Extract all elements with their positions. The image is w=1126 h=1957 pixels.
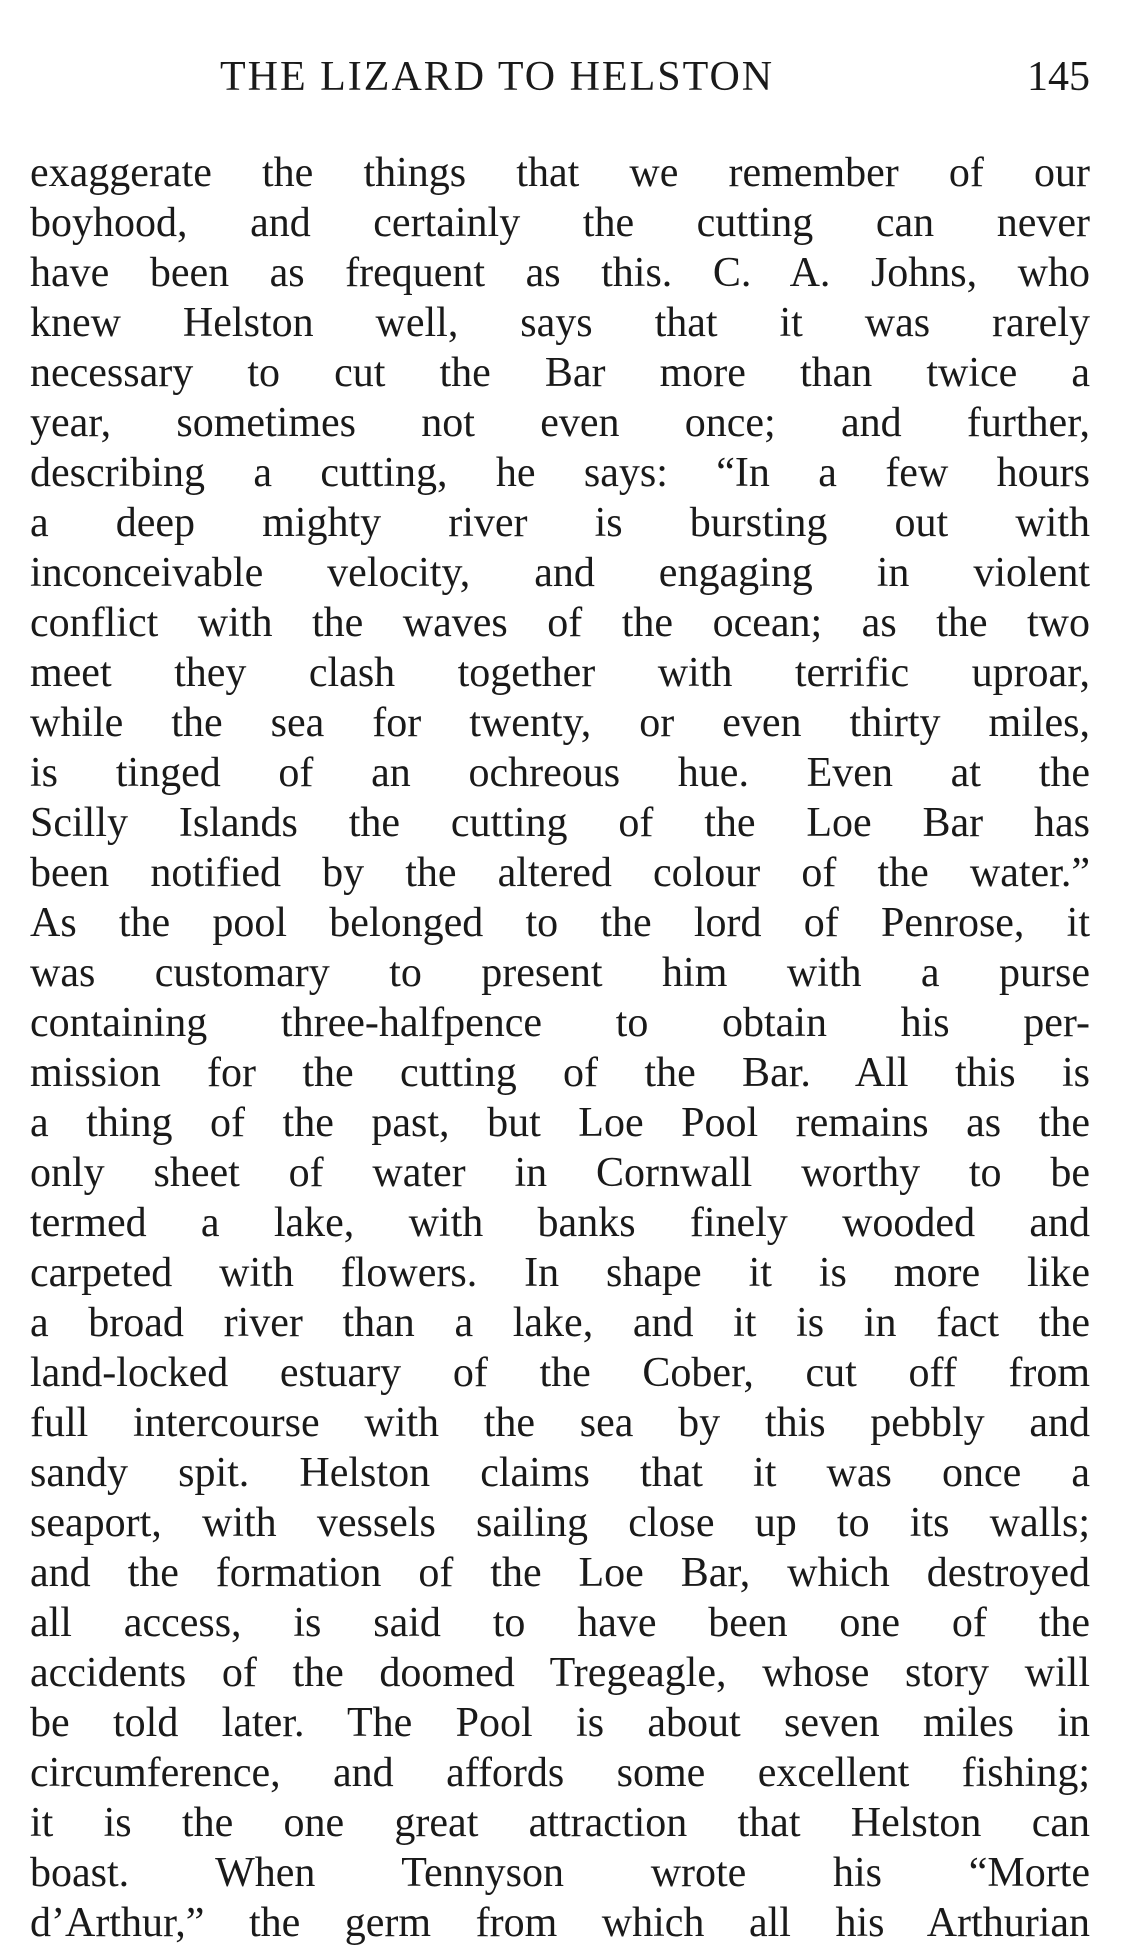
text-line: full intercourse with the sea by this pebbly and [30, 1400, 1090, 1446]
text-line: termed a lake, with banks finely wooded and [30, 1200, 1090, 1246]
text-line: circumference, and affords some excellent fishing; [30, 1750, 1090, 1796]
text-line: be told later. The Pool is about seven miles in [30, 1700, 1090, 1746]
text-line: meet they clash together with terrific uproar, [30, 650, 1090, 696]
text-line: necessary to cut the Bar more than twice a [30, 350, 1090, 396]
text-line: sandy spit. Helston claims that it was once a [30, 1450, 1090, 1496]
running-head: THE LIZARD TO HELSTON [220, 54, 775, 100]
text-line: mission for the cutting of the Bar. All this is [30, 1050, 1090, 1096]
text-line: describing a cutting, he says: “In a few hours [30, 450, 1090, 496]
page-number: 145 [1027, 54, 1090, 100]
text-line: a deep mighty river is bursting out with [30, 500, 1090, 546]
text-line: a thing of the past, but Loe Pool remains as the [30, 1100, 1090, 1146]
text-line: all access, is said to have been one of the [30, 1600, 1090, 1646]
text-line: only sheet of water in Cornwall worthy to be [30, 1150, 1090, 1196]
text-line: accidents of the doomed Tregeagle, whose story will [30, 1650, 1090, 1696]
text-line: year, sometimes not even once; and further, [30, 400, 1090, 446]
text-line: a broad river than a lake, and it is in fact the [30, 1300, 1090, 1346]
text-line: carpeted with flowers. In shape it is more like [30, 1250, 1090, 1296]
text-line: while the sea for twenty, or even thirty miles, [30, 700, 1090, 746]
text-line: inconceivable velocity, and engaging in violent [30, 550, 1090, 596]
text-line: conflict with the waves of the ocean; as the two [30, 600, 1090, 646]
text-line: land-locked estuary of the Cober, cut off from [30, 1350, 1090, 1396]
text-line: knew Helston well, says that it was rarely [30, 300, 1090, 346]
text-line: have been as frequent as this. C. A. Johns, who [30, 250, 1090, 296]
text-line: Scilly Islands the cutting of the Loe Bar has [30, 800, 1090, 846]
text-line: been notified by the altered colour of the water.” [30, 850, 1090, 896]
text-line: d’Arthur,” the germ from which all his Arthurian [30, 1900, 1090, 1946]
book-page [30, 0, 1090, 1957]
text-line: exaggerate the things that we remember of our [30, 150, 1090, 196]
text-line: seaport, with vessels sailing close up to its walls; [30, 1500, 1090, 1546]
text-line: and the formation of the Loe Bar, which destroyed [30, 1550, 1090, 1596]
text-line: As the pool belonged to the lord of Penrose, it [30, 900, 1090, 946]
text-line: it is the one great attraction that Helston can [30, 1800, 1090, 1846]
text-line: boast. When Tennyson wrote his “Morte [30, 1850, 1090, 1896]
text-line: containing three-halfpence to obtain his per- [30, 1000, 1090, 1046]
page-header [30, 52, 1090, 102]
text-line: boyhood, and certainly the cutting can never [30, 200, 1090, 246]
body-text [30, 148, 1090, 1948]
text-line: was customary to present him with a purse [30, 950, 1090, 996]
text-line: is tinged of an ochreous hue. Even at the [30, 750, 1090, 796]
